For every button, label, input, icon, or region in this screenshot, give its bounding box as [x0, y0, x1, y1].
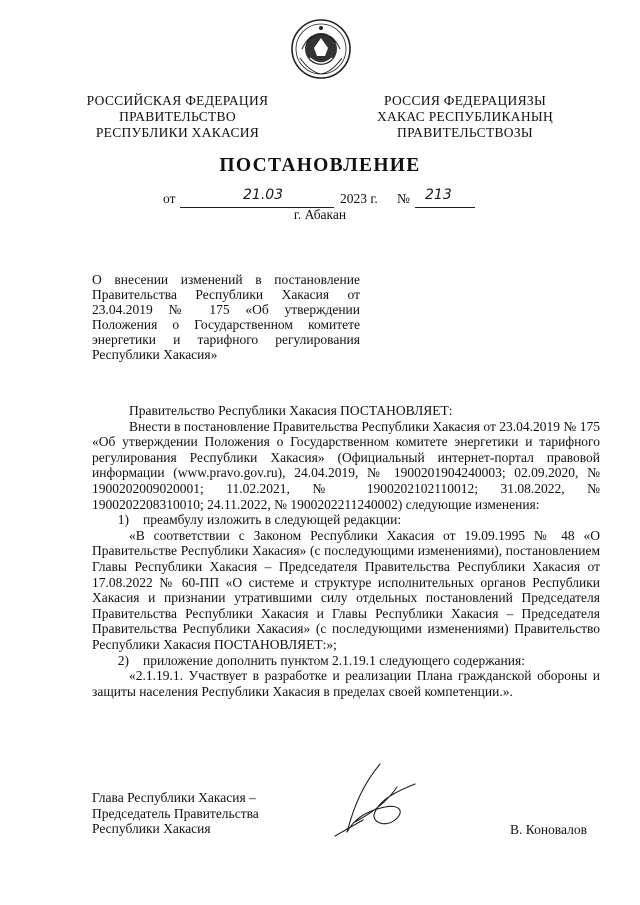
number-label: №	[397, 191, 410, 206]
document-subject: О внесении изменений в постановление Правительства Республики Хакасия от 23.04.2019 № 175 «Об утверждении Положения о Государственном комитете энергетики и тарифного регулирования Республики Хакасия»	[92, 272, 360, 362]
preamble: Правительство Республики Хакасия ПОСТАНОВЛЯЕТ:	[129, 403, 453, 418]
city-name: г. Абакан	[293, 207, 347, 222]
item-1	[92, 512, 600, 528]
item-2-quote: «2.1.19.1. Участвует в разработке и реализации Плана гражданской обороны и защиты населения Республики Хакасия в пределах своей компетенции.».	[92, 668, 600, 699]
item-number: 1)	[117, 512, 129, 528]
number-handwritten: 213	[425, 187, 452, 203]
date-handwritten: 21.03	[243, 187, 284, 203]
coat-of-arms-emblem	[290, 18, 352, 80]
signatory-name: В. Коновалов	[510, 822, 587, 837]
header-right-khakas	[370, 93, 560, 141]
header-left-line: РЕСПУБЛИКИ ХАКАСИЯ	[95, 125, 260, 140]
position-line: Республики Хакасия	[92, 821, 211, 836]
item-2	[92, 653, 600, 669]
document-title: ПОСТАНОВЛЕНИЕ	[219, 155, 421, 176]
document-body	[92, 403, 600, 699]
position-line: Председатель Правительства	[92, 805, 259, 821]
item-text: преамбулу изложить в следующей редакции:	[143, 512, 402, 528]
position-line: Глава Республики Хакасия –	[92, 790, 256, 805]
header-left-line: ПРАВИТЕЛЬСТВО	[119, 109, 236, 124]
date-prefix: от	[163, 191, 176, 206]
handwritten-signature	[325, 762, 425, 842]
header-left-russian	[85, 93, 270, 141]
item-1-quote: «В соответствии с Законом Республики Хакасия от 19.09.1995 № 48 «О Правительстве Республики Хакасия» (с последующими изменениями), постановлением Главы Республики Хакасия – Председателя Правительства Республики Хакасия от 17.08.2022 № 60-ПП «О системе и структуре исполнительных органов Республики Хакасия и признании утратившими силу отдельных постановлений Председателя Правительства Республики Хакасия и Главы Республики Хакасия – Председателя Правительства Республики Хакасия» (с последующими изменениями) Правительство Республики Хакасия ПОСТАНОВЛЯЕТ:»;	[92, 527, 600, 652]
intro-paragraph: Внести в постановление Правительства Республики Хакасия от 23.04.2019 № 175 «Об утверждении Положения о Государственном комитете энергетики и тарифного регулирования Республики Хакасия» (Официальный интернет-портал правовой информации (www.pravo.gov.ru), 24.04.2019, № 1900201904240003; 02.09.2020, № 1900202009020001; 11.02.2021, № 1900202102110012; 31.08.2022, № 1900202208310010; 24.11.2022, № 1900202211240002) следующие изменения:	[92, 418, 600, 512]
signatory-position	[92, 790, 259, 837]
header-right-line: ПРАВИТЕЛЬСТВОЗЫ	[397, 125, 533, 140]
date-year: 2023 г.	[340, 191, 378, 206]
item-text: приложение дополнить пунктом 2.1.19.1 следующего содержания:	[143, 652, 525, 668]
header-right-line: ХАКАС РЕСПУБЛИКАНЫҢ	[376, 109, 554, 124]
item-number: 2)	[117, 652, 129, 668]
header-left-line: РОССИЙСКАЯ ФЕДЕРАЦИЯ	[86, 93, 269, 108]
header-right-line: РОССИЯ ФЕДЕРАЦИЯЗЫ	[383, 93, 547, 108]
